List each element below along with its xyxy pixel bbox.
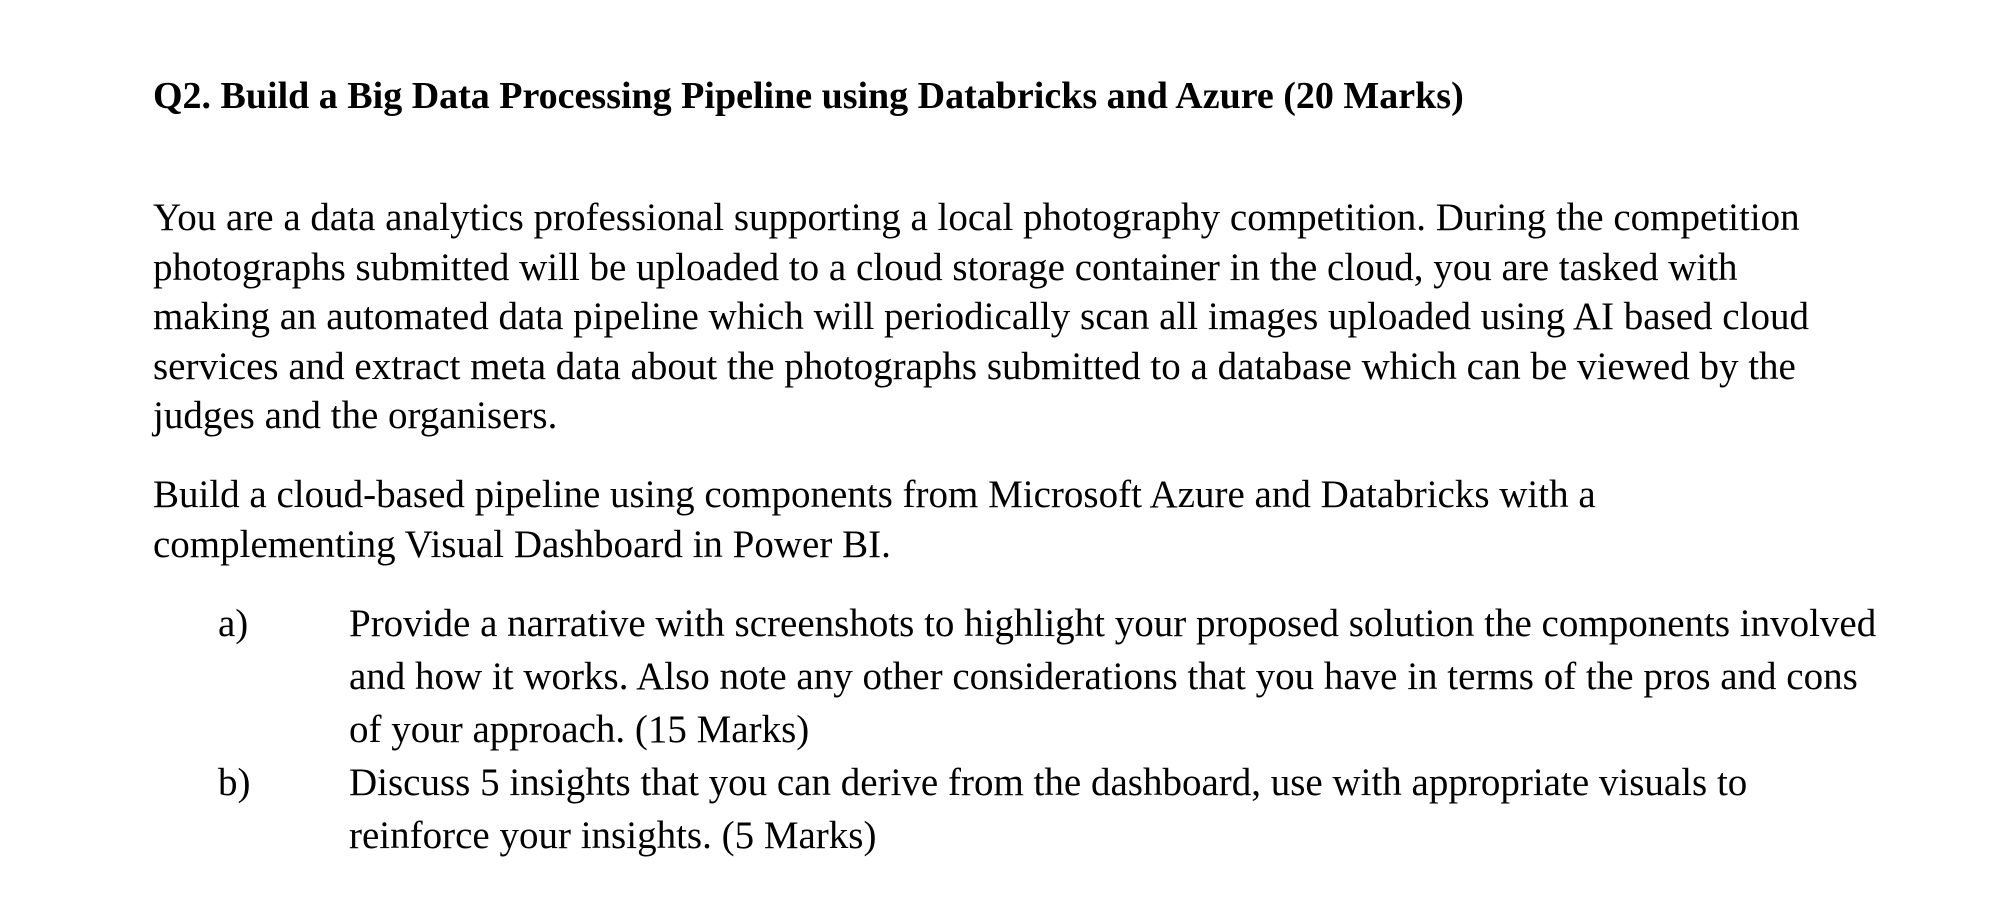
paragraph-line: making an automated data pipeline which will periodically scan all images uploaded using AI based cloud: [153, 295, 1809, 338]
question-heading: Q2. Build a Big Data Processing Pipeline using Databricks and Azure (20 Marks): [153, 75, 1464, 117]
sub-question-a: [218, 597, 1876, 756]
paragraph-line: services and extract meta data about the photographs submitted to a database which can be viewed by the: [153, 344, 1796, 388]
paragraph-line: Build a cloud-based pipeline using components from Microsoft Azure and Databricks with a: [153, 473, 1596, 516]
task-paragraph: [153, 470, 1873, 569]
list-marker: b): [218, 761, 251, 804]
scenario-paragraph: [153, 193, 1873, 441]
list-item-line: of your approach. (15 Marks): [349, 708, 810, 751]
list-item-line: reinforce your insights. (5 Marks): [349, 814, 877, 857]
list-item-line: Discuss 5 insights that you can derive from the dashboard, use with appropriate visuals to: [349, 761, 1748, 804]
paragraph-line: judges and the organisers.: [153, 394, 558, 437]
paragraph-line: You are a data analytics professional supporting a local photography competition. During the competition: [153, 196, 1800, 239]
paragraph-line: photographs submitted will be uploaded to a cloud storage container in the cloud, you are tasked with: [153, 245, 1738, 289]
list-marker: a): [218, 602, 249, 645]
paragraph-line: complementing Visual Dashboard in Power BI.: [153, 522, 891, 566]
list-item-line: and how it works. Also note any other considerations that you have in terms of the pros and cons: [349, 655, 1858, 698]
sub-question-list: [218, 597, 1876, 862]
list-item-line: Provide a narrative with screenshots to highlight your proposed solution the components involved: [349, 602, 1877, 645]
sub-question-b: [218, 756, 1876, 862]
